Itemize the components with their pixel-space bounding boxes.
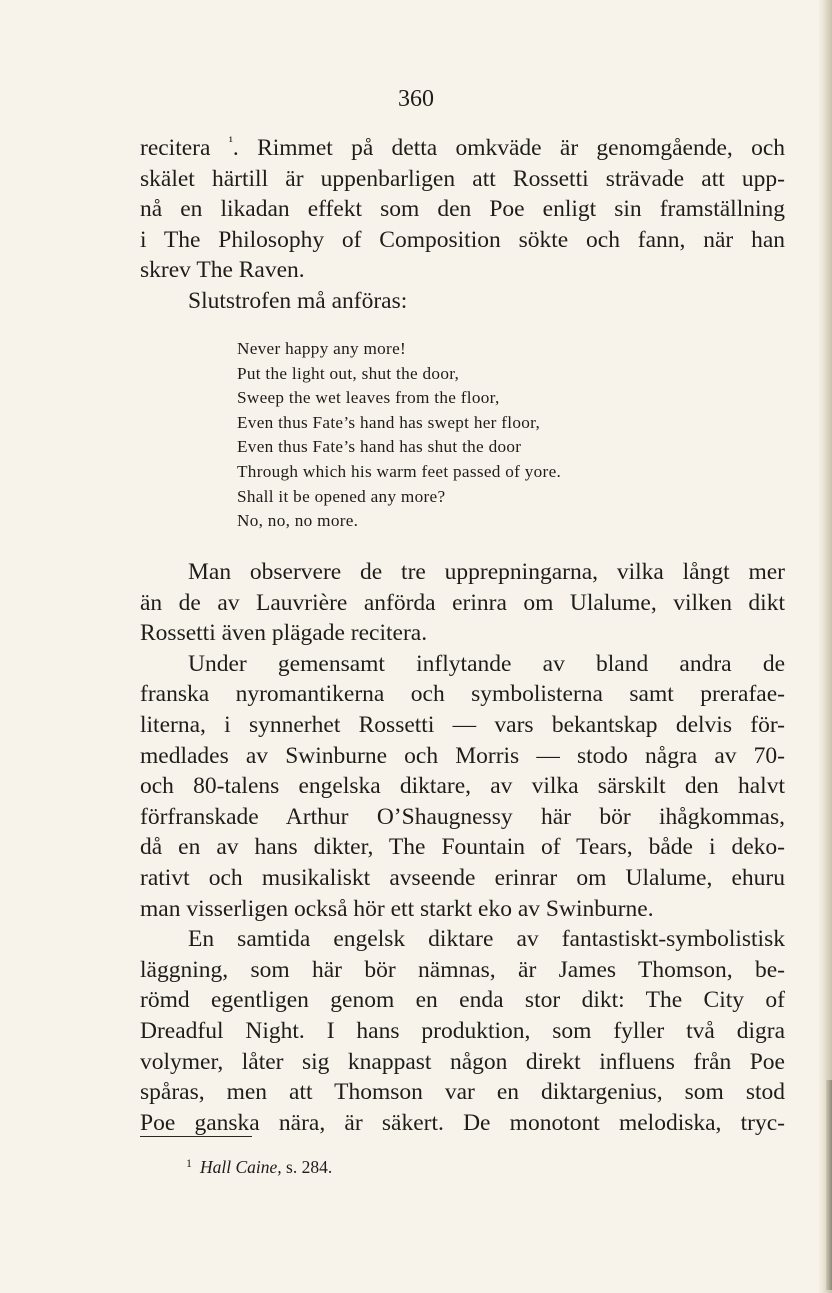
text-line: römd egentligen genom en enda stor dikt: The City of	[140, 987, 785, 1014]
text-line: Poe ganska nära, är säkert. De monotont melodiska, tryc-	[140, 1109, 785, 1136]
footnote	[186, 1151, 332, 1179]
text-line: än de av Lauvrière anförda erinra om Ulalume, vilken dikt	[140, 589, 785, 616]
text-fragment: recitera	[140, 135, 211, 161]
text-line: och 80-talens engelska diktare, av vilka särskilt den halvt	[140, 773, 785, 800]
text-line: En samtida engelsk diktare av fantastiskt-symbolistisk	[188, 926, 785, 953]
text-line: Man observere de tre upprepningarna, vilka långt mer	[188, 559, 785, 585]
footnote-author: Hall Caine,	[200, 1157, 282, 1177]
text-line: förfranskade Arthur O’Shaugnessy här bör ihågkommas,	[140, 803, 785, 830]
text-line: då en av hans dikter, The Fountain of Tears, både i deko-	[140, 834, 785, 861]
text-fragment: . Rimmet på detta omkväde är genomgående, och	[232, 135, 785, 161]
text-line: läggning, som här bör nämnas, är James Thomson, be-	[140, 956, 785, 983]
text-line	[140, 133, 785, 164]
text-line: medlades av Swinburne och Morris — stodo några av 70-	[140, 742, 785, 769]
poem-line: Through which his warm feet passed of yore.	[237, 461, 562, 481]
poem-line: Even thus Fate’s hand has shut the door	[237, 437, 522, 457]
text-line: skrev The Raven.	[140, 257, 305, 284]
poem-line: Shall it be opened any more?	[237, 486, 446, 506]
text-line: nå en likadan effekt som den Poe enligt sin framställning	[140, 196, 785, 223]
text-line: franska nyromantikerna och symbolisterna samt prerafae-	[140, 681, 785, 708]
poem-line: No, no, no more.	[237, 511, 359, 531]
text-line: Slutstrofen må anföras:	[188, 287, 408, 314]
text-line: literna, i synnerhet Rossetti — vars bekantskap delvis för-	[140, 711, 785, 738]
poem-line: Never happy any more!	[237, 339, 407, 358]
text-line: spåras, men att Thomson var en diktargenius, som stod	[140, 1079, 785, 1106]
page-edge-shadow	[818, 0, 832, 1293]
footnote-divider	[140, 1136, 252, 1137]
text-line: skälet härtill är uppenbarligen att Rossetti strävade att upp-	[140, 165, 785, 192]
footnote-reference: ¹	[228, 135, 233, 150]
poem-line: Sweep the wet leaves from the floor,	[237, 388, 500, 408]
footnote-reference-text: s. 284.	[286, 1157, 333, 1177]
text-block-top	[140, 133, 785, 317]
poem-stanza	[237, 337, 717, 534]
text-line: Dreadful Night. I hans produktion, som fyller två digra	[140, 1017, 785, 1044]
text-line: i The Philosophy of Composition sökte och fann, när han	[140, 226, 785, 253]
text-line: volymer, låter sig knappast någon direkt influens från Poe	[140, 1048, 785, 1075]
text-line: man visserligen också hör ett starkt eko av Swinburne.	[140, 895, 654, 922]
poem-line: Put the light out, shut the door,	[237, 363, 460, 383]
text-line: Rossetti även plägade recitera.	[140, 620, 428, 647]
text-line: rativt och musikaliskt avseende erinrar om Ulalume, ehuru	[140, 864, 785, 891]
text-line: Under gemensamt inflytande av bland andra de	[188, 650, 785, 677]
text-block-main	[140, 557, 785, 1138]
footnote-mark: 1	[186, 1156, 192, 1170]
poem-line: Even thus Fate’s hand has swept her floor,	[237, 412, 541, 432]
page-number: 360	[398, 86, 434, 112]
